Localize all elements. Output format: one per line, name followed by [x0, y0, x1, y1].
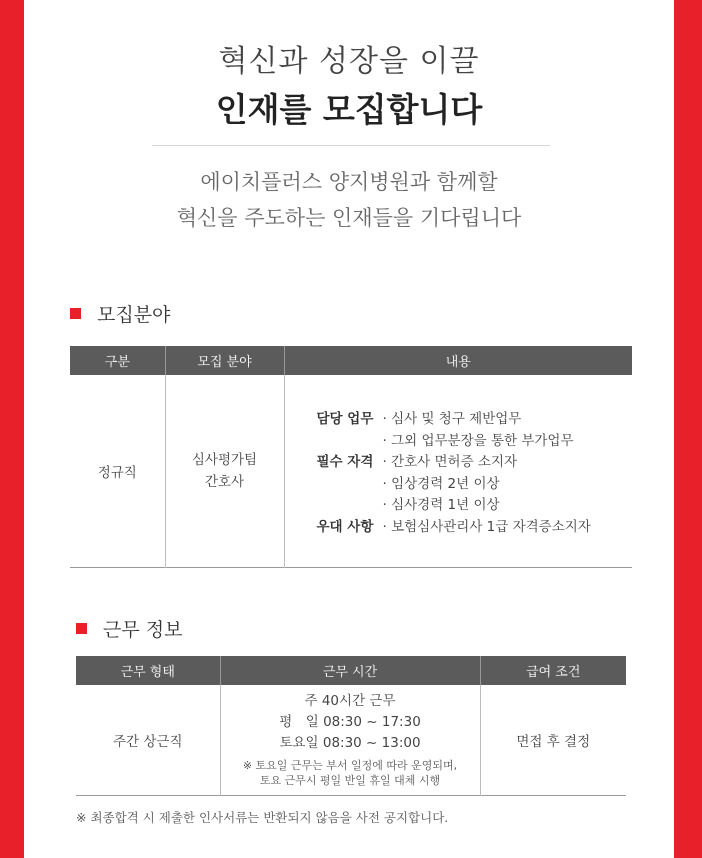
note-line1: ※ 토요일 근무는 부서 일정에 따라 운영되며, — [242, 759, 458, 773]
details-cell — [284, 375, 632, 567]
table-row — [70, 375, 632, 567]
list-item: · 임상경력 2년 이상 — [382, 475, 500, 492]
footnote: ※ 최종합격 시 제출한 인사서류는 반환되지 않음을 사전 공지합니다. — [76, 810, 449, 825]
work-type-cell: 주간 상근직 — [113, 733, 183, 750]
field-line2: 간호사 — [204, 473, 245, 490]
work-hours-cell — [220, 685, 480, 795]
salary-cell: 면접 후 결정 — [480, 685, 626, 795]
hours-weekly: 주 40시간 근무 — [304, 693, 396, 710]
right-red-border — [674, 0, 702, 858]
work-section-title: 근무 정보 — [103, 619, 183, 641]
note-line2: 토요 근무시 평일 반일 휴일 대체 시행 — [259, 774, 441, 788]
recruit-section-title: 모집분야 — [97, 304, 171, 326]
list-item: · 심사경력 1년 이상 — [382, 497, 500, 513]
list-item: 담당 업무 · 심사 및 청구 제반업무 — [316, 411, 522, 427]
subtitle-line2: 혁신을 주도하는 인재들을 기다립니다 — [176, 206, 522, 230]
list-item: 필수 자격 · 간호사 면허증 소지자 — [316, 454, 518, 470]
list-item: · 그외 업무분장을 통한 부가업무 — [382, 432, 574, 449]
list-item: 우대 사항 · 보험심사관리사 1급 자격증소지자 — [316, 518, 591, 535]
header-field: 모집 분야 — [165, 346, 284, 375]
header-work-type: 근무 형태 — [76, 656, 220, 685]
work-table-header — [76, 656, 626, 685]
field-cell — [165, 375, 284, 567]
recruit-section-heading — [70, 300, 170, 327]
left-red-border — [0, 0, 24, 858]
table-row — [76, 685, 626, 795]
header-category: 구분 — [70, 346, 165, 375]
recruit-table-header — [70, 346, 632, 375]
recruitment-notice — [24, 0, 674, 858]
hours-saturday: 토요일 08:30 ~ 13:00 — [279, 735, 421, 752]
field-line1: 심사평가팀 — [191, 451, 258, 468]
title-divider — [152, 145, 550, 146]
work-table — [76, 656, 626, 796]
work-section-heading — [76, 615, 182, 642]
recruit-table — [70, 346, 632, 568]
square-bullet-icon — [76, 623, 87, 634]
saturday-note — [221, 758, 480, 788]
subtitle-line1: 에이치플러스 양지병원과 함께할 — [200, 170, 498, 194]
square-bullet-icon — [70, 308, 81, 319]
header-work-hours: 근무 시간 — [220, 656, 480, 685]
hours-weekday: 평 일 08:30 ~ 17:30 — [279, 714, 421, 731]
headline-line2: 인재를 모집합니다 — [215, 90, 483, 129]
header-salary: 급여 조건 — [480, 656, 626, 685]
header-content: 내용 — [284, 346, 632, 375]
headline-line1: 혁신과 성장을 이끌 — [218, 44, 480, 79]
category-cell: 정규직 — [97, 464, 137, 481]
